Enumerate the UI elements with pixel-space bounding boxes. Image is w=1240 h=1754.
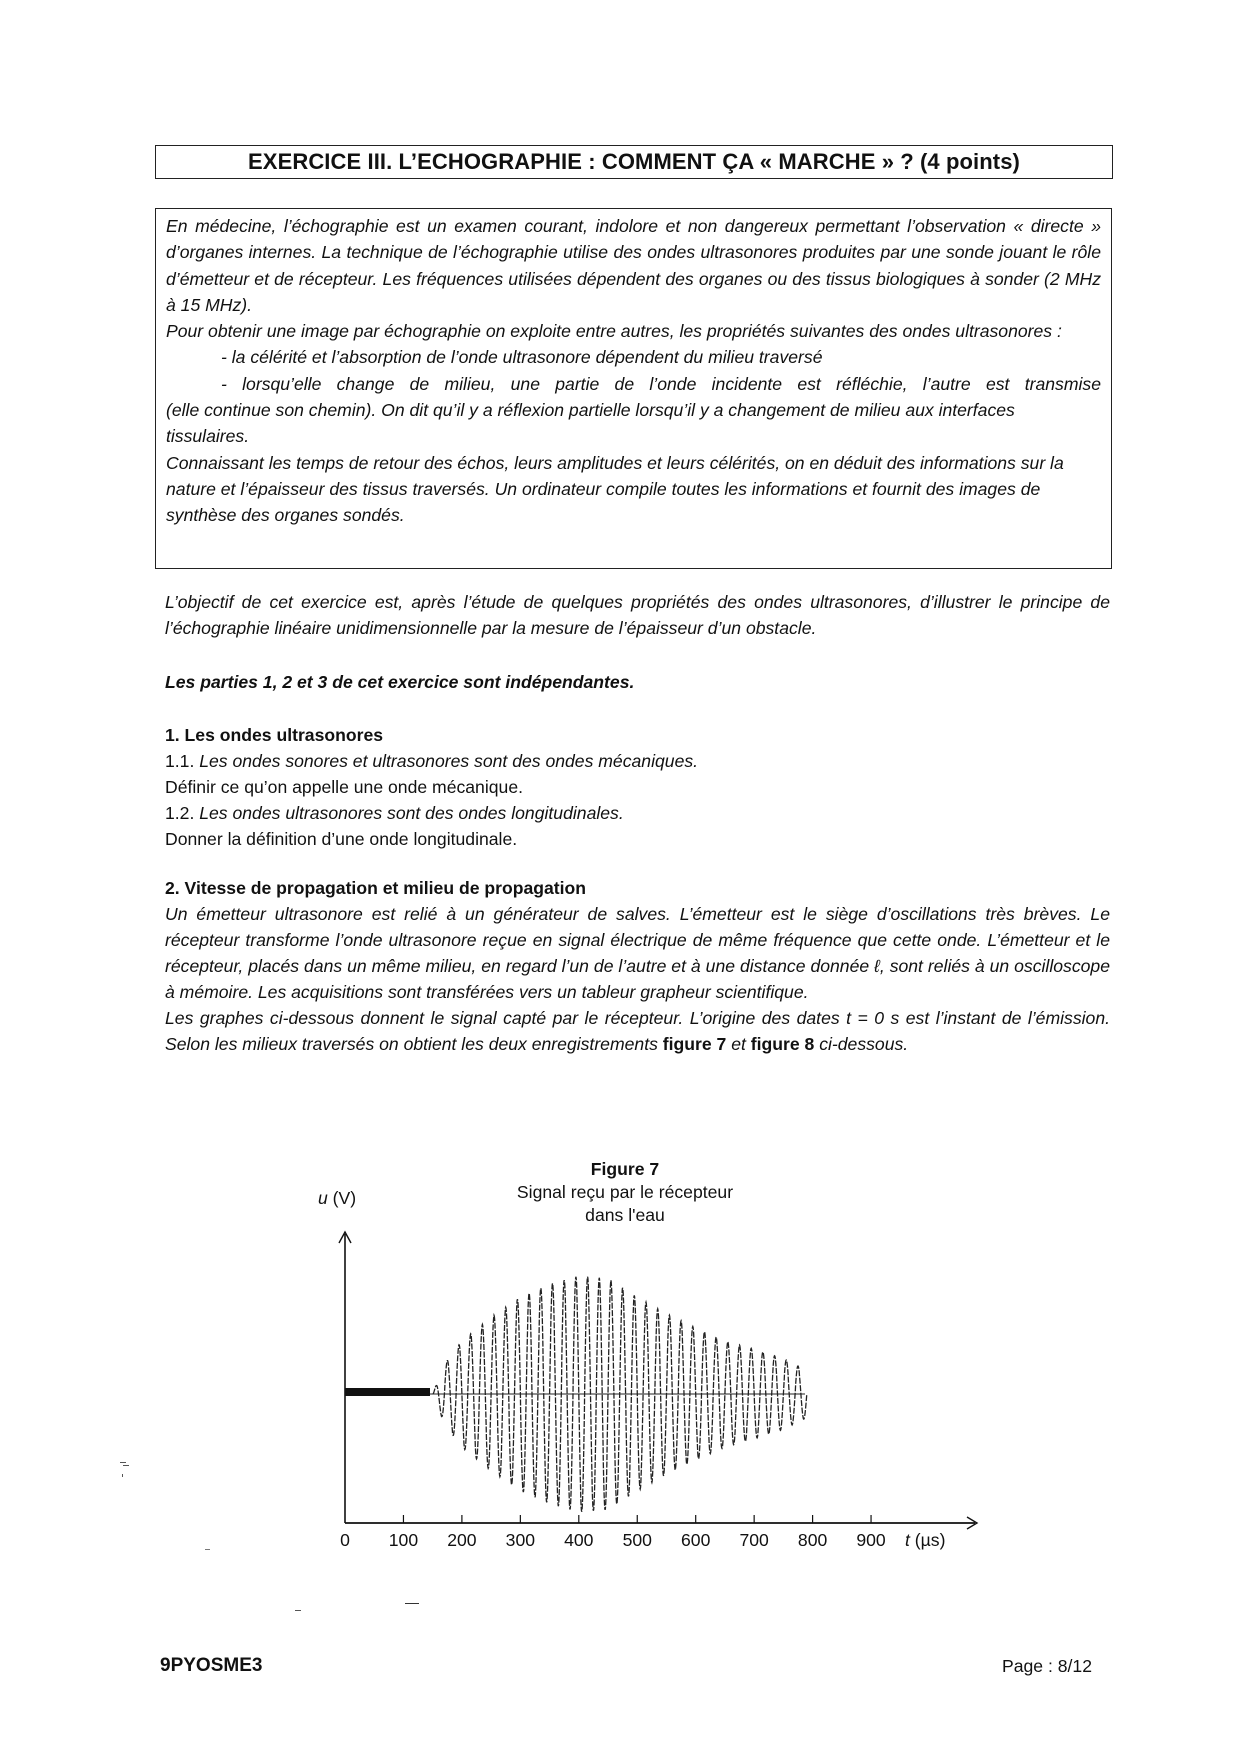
x-axis-unit: (µs): [909, 1530, 946, 1550]
independence-note-text: Les parties 1, 2 et 3 de cet exercice sont indépendantes.: [165, 672, 635, 692]
y-axis: [339, 1232, 351, 1523]
x-axis-tick-label: 400: [564, 1530, 594, 1550]
section-2-p2-text: Les graphes ci-dessous donnent le signal capté par le récepteur. L’origine des dates t = 0 s est l’instant de l’émission. Selon les milieux traversés on obtient les deux enregistrements: [165, 1008, 1110, 1054]
section-2-paragraph-1: Un émetteur ultrasonore est relié à un générateur de salves. L’émetteur est le siège d’oscillations très brèves. Le récepteur transforme l’onde ultrasonore reçue en signal électrique de même fréquence que cette onde. L’émetteur et le récepteur, placés dans un même milieu, en regard l’un de l’autre et à une distance donnée ℓ, sont reliés à un oscilloscope à mémoire. Les acquisitions sont transférées vers un tableur grapheur scientifique.: [165, 904, 1110, 1002]
x-axis-tick-label: 800: [797, 1530, 828, 1550]
question-1-2-statement: Les ondes ultrasonores sont des ondes longitudinales.: [199, 803, 624, 823]
x-axis-variable: t: [905, 1530, 910, 1550]
exercise-title: EXERCICE III. L’ECHOGRAPHIE : COMMENT ÇA « MARCHE » ? (4 points): [248, 149, 1020, 174]
question-1-1-prompt: Définir ce qu’on appelle une onde mécanique.: [165, 777, 523, 797]
scan-speck: [405, 1603, 419, 1604]
x-axis-tick-label: 200: [447, 1530, 477, 1550]
figure-8-reference: figure 8: [750, 1034, 815, 1054]
objective-paragraph: L’objectif de cet exercice est, après l’étude de quelques propriétés des ondes ultrasonores, d’illustrer le principe de l’échographie linéaire unidimensionnelle par la mesure de l’épaisseur d’un obstacle.: [165, 592, 1110, 638]
intro-bullet-2: - lorsqu’elle change de milieu, une partie de l’onde incidente est réfléchie, l’autre est transmise: [221, 373, 1101, 394]
figure-7-label: Figure 7: [590, 1159, 660, 1179]
question-1-2-number: 1.2.: [165, 803, 200, 823]
baseline-noise: [345, 1388, 430, 1396]
x-axis-tick-label: 600: [681, 1530, 711, 1550]
x-axis-tick-label: 300: [505, 1530, 536, 1550]
exam-code: 9PYOSME3: [160, 1655, 263, 1676]
x-axis-tick-label: 900: [856, 1530, 886, 1550]
scan-speck: [123, 1465, 129, 1466]
intro-bullet-1: - la célérité et l’absorption de l’onde ultrasonore dépendent du milieu traversé: [221, 347, 823, 368]
scan-speck: [205, 1549, 210, 1550]
figure-7-caption-line-2: dans l'eau: [585, 1205, 665, 1225]
scan-speck: [122, 1474, 123, 1477]
question-1-2-prompt: Donner la définition d’une onde longitudinale.: [165, 829, 518, 849]
section-2-p2-end: ci-dessous.: [814, 1034, 909, 1054]
figure-7-reference: figure 7: [662, 1034, 727, 1054]
intro-paragraph-1: En médecine, l’échographie est un examen courant, indolore et non dangereux permettant l’observation « directe » d’organes internes. La technique de l’échographie utilise des ondes ultrasonores produites par une sonde jouant le rôle d’émetteur et de récepteur. Les fréquences utilisées dépendent des organes ou des tissus biologiques à sonder (2 MHz à 15 MHz).: [166, 216, 1101, 315]
question-1-1-statement: Les ondes sonores et ultrasonores sont des ondes mécaniques.: [199, 751, 699, 771]
y-axis-variable: u: [318, 1188, 328, 1208]
page-number: Page : 8/12: [1002, 1656, 1092, 1676]
x-axis: [345, 1515, 977, 1529]
intro-bullet-2-cont: (elle continue son chemin). On dit qu’il y a réflexion partielle lorsqu’il y a changement de milieu aux interfaces tissulaires.: [166, 400, 1015, 447]
question-1-1-number: 1.1.: [165, 751, 200, 771]
x-axis-tick-label: 100: [388, 1530, 419, 1550]
figure-7-caption-line-1: Signal reçu par le récepteur: [516, 1182, 734, 1202]
intro-paragraph-2: Pour obtenir une image par échographie on exploite entre autres, les propriétés suivantes des ondes ultrasonores :: [166, 321, 1062, 342]
scan-speck: [120, 1462, 126, 1463]
section-2-heading: 2. Vitesse de propagation et milieu de propagation: [165, 878, 587, 898]
section-1-heading: 1. Les ondes ultrasonores: [165, 725, 384, 745]
intro-paragraph-3: Connaissant les temps de retour des échos, leurs amplitudes et leurs célérités, on en déduit des informations sur la nature et l’épaisseur des tissus traversés. Un ordinateur compile toutes les informations et fournit des images de synthèse des organes sondés.: [166, 452, 1064, 526]
section-2-p2-and: et: [726, 1034, 751, 1054]
y-axis-unit: (V): [327, 1188, 357, 1208]
x-axis-tick-label: 0: [340, 1530, 350, 1550]
scan-speck: [295, 1610, 301, 1611]
x-axis-tick-label: 500: [622, 1530, 652, 1550]
x-axis-tick-label: 700: [739, 1530, 769, 1550]
